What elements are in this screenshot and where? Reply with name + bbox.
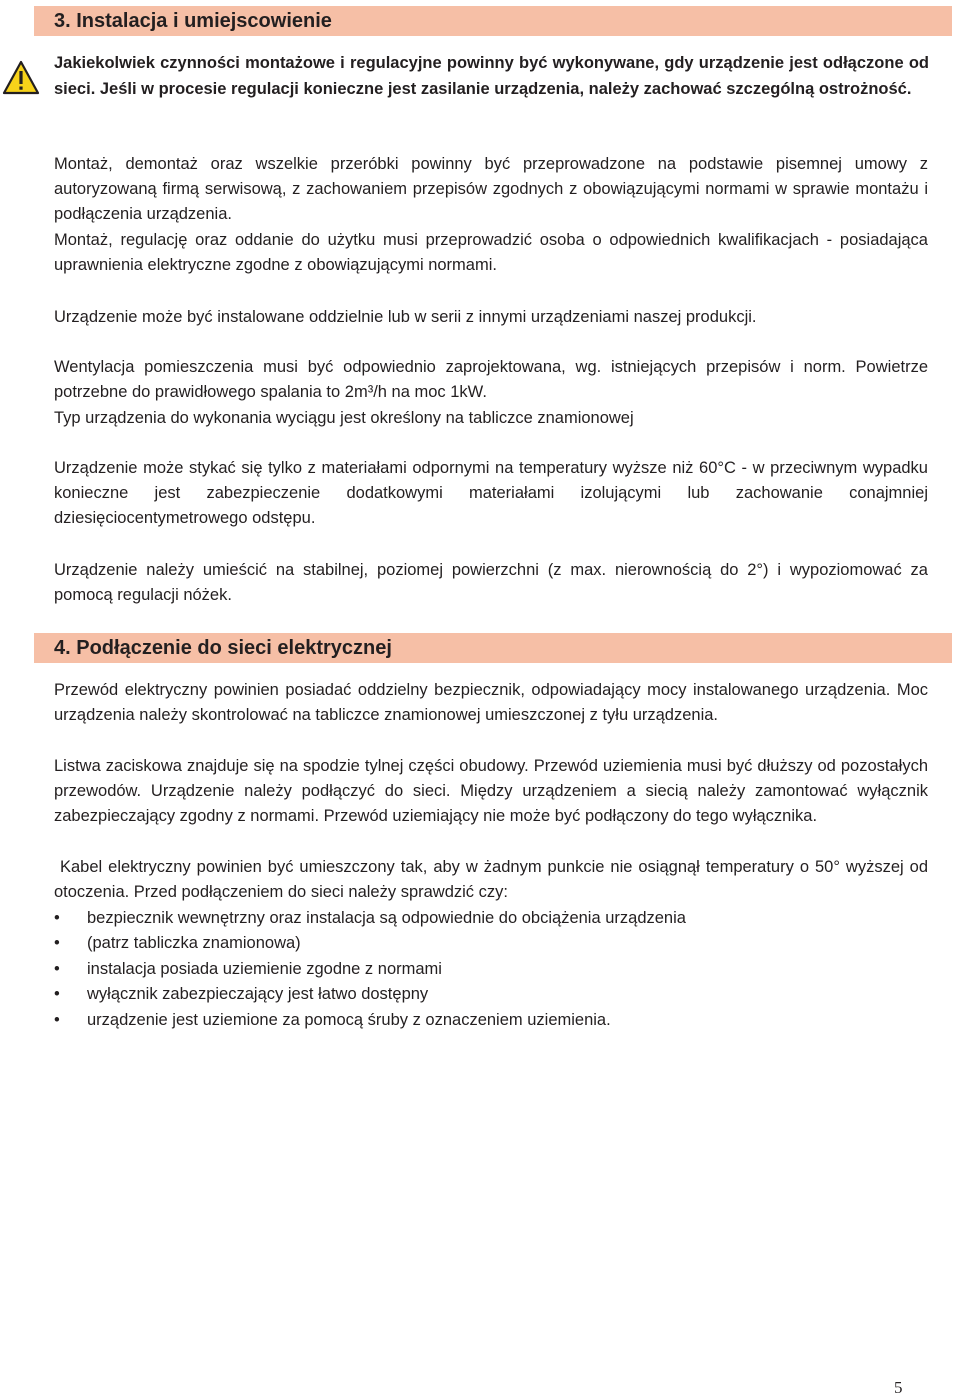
checklist-item: • bezpiecznik wewnętrzny oraz instalacja są odpowiednie do obciążenia urządzenia	[54, 906, 928, 931]
paragraph-leveling: Urządzenie należy umieścić na stabilnej, poziomej powierzchni (z max. nierownością do 2°) i wypoziomować za pomocą regulacji nóżek.	[54, 561, 928, 605]
pre-connection-checklist	[54, 906, 928, 1033]
checklist-item: • (patrz tabliczka znamionowa)	[54, 931, 928, 956]
paragraph-ventilation: Wentylacja pomieszczenia musi być odpowiednio zaprojektowana, wg. istniejących przepisów i norm. Powietrze potrzebne do prawidłowego spalania to 2m³/h na moc 1kW.	[54, 358, 928, 402]
checklist-item: • urządzenie jest uziemione za pomocą śruby z oznaczeniem uziemienia.	[54, 1008, 928, 1033]
checklist-item: • wyłącznik zabezpieczający jest łatwo dostępny	[54, 982, 928, 1007]
warning-triangle-icon	[2, 60, 40, 96]
page-number: 5	[894, 1378, 903, 1397]
safety-warning-text: Jakiekolwiek czynności montażowe i regulacyjne powinny być wykonywane, gdy urządzenie jest odłączone od sieci. Jeśli w procesie regulacji konieczne jest zasilanie urządzenia, należy zachować szczególną ostrożność.	[54, 54, 929, 98]
paragraph-fuse-requirement: Przewód elektryczny powinien posiadać oddzielny bezpiecznik, odpowiadający mocy instalowanego urządzenia. Moc urządzenia należy skontrolować na tabliczce znamionowej umieszczonej z tyłu urządzenia.	[54, 681, 928, 725]
paragraph-installation-contract: Montaż, demontaż oraz wszelkie przeróbki powinny być przeprowadzone na podstawie pisemnej umowy z autoryzowaną firmą serwisową, z zachowaniem przepisów zgodnych z obowiązującymi normami w sprawie montażu i podłączenia urządzenia.	[54, 155, 928, 224]
checklist-item: • instalacja posiada uziemienie zgodne z normami	[54, 957, 928, 982]
paragraph-exhaust-type: Typ urządzenia do wykonania wyciągu jest określony na tabliczce znamionowej	[54, 409, 634, 427]
paragraph-heat-resistance: Urządzenie może stykać się tylko z materiałami odpornymi na temperatury wyższe niż 60°C - w przeciwnym wypadku konieczne jest zabezpieczenie dodatkowymi materiałami izolującymi lub zachowanie conajmniej dziesięciocentymetrowego odstępu.	[54, 459, 928, 528]
paragraph-qualified-person: Montaż, regulację oraz oddanie do użytku musi przeprowadzić osoba o odpowiednich kwalifikacjach - posiadająca uprawnienia elektryczne zgodne z obowiązującymi normami.	[54, 231, 928, 275]
paragraph-cable-temperature: Kabel elektryczny powinien być umieszczony tak, aby w żadnym punkcie nie osiągnął temperatury o 50° wyższej od otoczenia. Przed podłączeniem do sieci należy sprawdzić czy:	[54, 858, 933, 902]
paragraph-terminal-strip: Listwa zaciskowa znajduje się na spodzie tylnej części obudowy. Przewód uziemienia musi być dłuższy od pozostałych przewodów. Urządzenie należy podłączyć do sieci. Między urządzeniem a siecią należy zamontować wyłącznik zabezpieczający zgodny z normami. Przewód uziemiający nie może być podłączony do tego wyłącznika.	[54, 757, 928, 826]
section-3-heading: 3. Instalacja i umiejscowienie	[34, 6, 952, 36]
paragraph-series-installation: Urządzenie może być instalowane oddzielnie lub w serii z innymi urządzeniami naszej produkcji.	[54, 308, 757, 326]
section-4-heading: 4. Podłączenie do sieci elektrycznej	[34, 633, 952, 663]
